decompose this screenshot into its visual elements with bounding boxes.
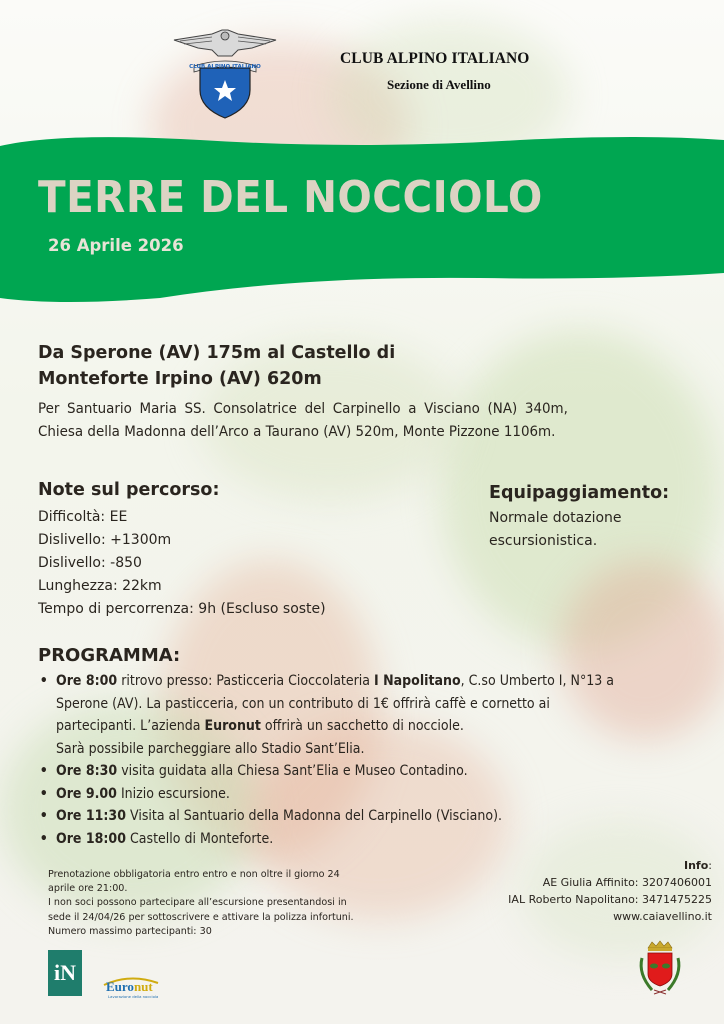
euronut-logo: Euronut Lavorazione della nocciola [100, 975, 162, 1001]
website-link[interactable]: www.caiavellino.it [613, 910, 712, 923]
organization-name: CLUB ALPINO ITALIANO [340, 50, 530, 67]
note-duration: Tempo di percorrenza: 9h (Escluso soste) [38, 601, 326, 617]
info-label: Info [684, 859, 709, 872]
program-heading: PROGRAMMA: [38, 645, 181, 666]
program-item: • Ore 11:30 Visita al Santuario della Madonna del Carpinello (Visciano). [38, 805, 632, 828]
contact-giulia-affinito: AE Giulia Affinito: 3207406001 [542, 876, 712, 889]
program-item: • Ore 8:30 visita guidata alla Chiesa Sant’Elia e Museo Contadino. [38, 760, 632, 783]
program-item: • Ore 8:00 ritrovo presso: Pasticceria Cioccolateria I Napolitano, C.so Umberto I, N°13 a Sperone (AV). La pasticceria, con un contributo di 1€ offrirà caffè e cornetto ai partecipanti. L’azienda Euronut offrirà un sacchetto di nocciole. Sarà possibile parcheggiare allo Stadio Sant’Elia. [38, 670, 632, 760]
contact-info: Info: AE Giulia Affinito: 3207406001 IAL Roberto Napolitano: 3471475225 www.caiavellino.it [440, 857, 712, 925]
booking-notice: Prenotazione obbligatoria entro entro e non oltre il giorno 24 aprile ore 21:00. I non soci possono partecipare all’escursione presentandosi in sede il 24/04/26 per sottoscrivere e attivare la polizza infortuni. Numero massimo partecipanti: 30 [48, 869, 354, 937]
svg-text:CLUB ALPINO ITALIANO: CLUB ALPINO ITALIANO [189, 64, 261, 70]
event-date: 26 Aprile 2026 [48, 236, 184, 255]
napolitano-pasticceria-logo: iN [48, 950, 82, 996]
equipment-text: Normale dotazione escursionistica. [489, 510, 622, 549]
program-item: • Ore 18:00 Castello di Monteforte. [38, 828, 632, 851]
contact-roberto-napolitano: IAL Roberto Napolitano: 3471475225 [508, 893, 712, 906]
equipment-heading: Equipaggiamento: [489, 483, 670, 503]
comune-coat-of-arms-icon [632, 940, 688, 1002]
event-title: TERRE DEL NOCCIOLO [38, 172, 543, 223]
program-item: • Ore 9.00 Inizio escursione. [38, 783, 632, 806]
note-elevation-loss: Dislivello: -850 [38, 555, 142, 571]
notes-heading: Note sul percorso: [38, 480, 220, 500]
program-list [38, 670, 632, 850]
organization-section: Sezione di Avellino [387, 77, 491, 92]
route-notes-list [38, 506, 326, 621]
cai-eagle-shield-logo [172, 28, 278, 120]
note-difficulty: Difficoltà: EE [38, 509, 128, 525]
route-heading: Da Sperone (AV) 175m al Castello di Monteforte Irpino (AV) 620m [38, 343, 396, 389]
note-elevation-gain: Dislivello: +1300m [38, 532, 172, 548]
note-length: Lunghezza: 22km [38, 578, 162, 594]
route-description: Per Santuario Maria SS. Consolatrice del Carpinello a Visciano (NA) 340m, Chiesa della Madonna dell’Arco a Taurano (AV) 520m, Monte Pizzone 1106m. [38, 401, 568, 440]
